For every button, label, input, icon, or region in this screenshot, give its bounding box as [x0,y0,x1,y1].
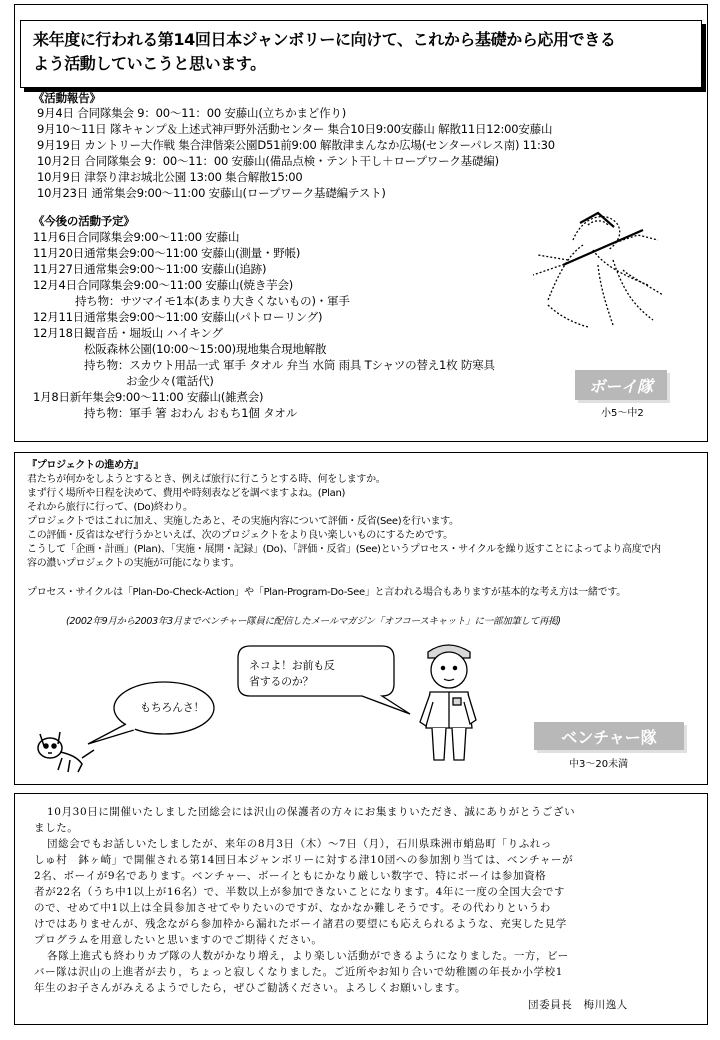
schedule-title: 《今後の活動予定》 [33,214,135,228]
report-item: 9月4日 合同隊集会 9：00～11：00 安藤山(立ちかまど作り) [37,106,346,120]
message-line: バー隊は沢山の上進者が去り，ちょっと寂しくなりました。ご近所やお知り合いで幼稚園の年長か小学校1 [34,966,563,978]
headline-box [20,20,702,88]
report-item: 9月19日 カントリー大作戦 集合津偕楽公園D51前9:00 解散津まんなか広場(センターパレス南) 11:30 [37,138,555,152]
headline-line-2: よう活動していこうと思います。 [33,54,266,73]
scout-rope-illustration [528,205,668,335]
message-line: けではありませんが、残念ながら参加枠から漏れたボーイ諸君の要望にも応えられるような、充実した見学 [34,918,567,930]
venture-badge-sub: 中3～20未満 [569,759,629,770]
schedule-item: 持ち物：サツマイモ1本(あまり大きくないもの)・軍手 [75,294,350,308]
schedule-item: 持ち物：軍手 箸 おわん おもち1個 タオル [84,406,298,420]
message-line: 2名、ボーイが9名であります。ベンチャー、ボーイともにかなり厳しい数字で、特にボーイは参加資格 [34,870,547,882]
report-item: 10月9日 津祭り津お城北公園 13:00 集合解散15:00 [37,170,303,184]
schedule-item: 12月11日通常集会9:00～11:00 安藤山(パトローリング) [33,310,323,324]
report-item: 9月10～11日 隊キャンプ＆上述式神戸野外活動センター 集合10日9:00安藤山 解散11日12:00安藤山 [37,122,553,136]
scout-character-illustration [408,630,488,765]
cat-illustration [34,728,98,778]
project-line: それから旅行に行って、(Do)終わり。 [27,502,193,513]
cat-speech-bubble [84,678,224,758]
project-line: プロセス・サイクルは「Plan-Do-Check-Action」や「Plan-Program-Do-See」と言われる場合もありますが基本的な考え方は一緒です。 [27,587,626,598]
project-line: プロジェクトではこれに加え、実施したあと、その実施内容について評価・反省(See)を行います。 [27,516,459,527]
scout-speech-text [249,658,335,690]
boy-badge-sub: 小5～中2 [601,408,644,419]
report-item: 10月2日 合同隊集会 9：00～11：00 安藤山(備品点検・テント干し＋ロープワーク基礎編) [37,154,499,168]
schedule-item: 持ち物：スカウト用品一式 軍手 タオル 弁当 水筒 雨具 Tシャツの替え1枚 防寒具 [84,358,495,372]
schedule-item: お金少々(電話代) [126,374,214,388]
message-line: しゅ村 鉢ヶ崎」で開催される第14回日本ジャンボリーに対する津10団への参加割り当ては、ベンチャーが [34,854,574,866]
project-note: (2002年9月から2003年3月までベンチャー隊員に配信したメールマガジン「オフコースキャット」に一部加筆して再掲) [66,616,561,627]
venture-badge: ベンチャー隊 [534,722,684,750]
schedule-item: 12月18日観音岳・堀坂山 ハイキング [33,326,223,340]
message-line: 者が22名（うち中1以上が16名）で、半数以上が参加できないことになります。4年に一度の全国大会です [34,886,566,898]
project-line: この評価・反省はなぜ行うかといえば、次のプロジェクトをより良い楽しいものにするためです。 [27,530,453,541]
schedule-item: 松阪森林公園(10:00～15:00)現地集合現地解散 [84,342,327,356]
signature: 団委員長 梅川逸人 [528,999,628,1011]
project-title: 『プロジェクトの進め方』 [27,460,144,471]
cat-speech-text: もちろんさ！ [140,701,205,714]
schedule-item: 1月8日新年集会9:00～11:00 安藤山(雑煮会) [33,390,264,404]
project-line: 容の濃いプロジェクトの実施が可能になります。 [27,558,240,569]
message-line: 各隊上進式も終わりカブ隊の人数がかなり増え，より楽しい活動ができるようになりました。一方，ビー [47,950,569,962]
scout-speech-line-2: 省するのか？ [249,675,314,688]
schedule-item: 11月6日合同隊集会9:00～11:00 安藤山 [33,230,240,244]
project-line: まず行く場所や日程を決めて、費用や時刻表などを調べますよね。(Plan) [27,488,346,499]
project-line: 君たちが何かをしようとするとき、例えば旅行に行こうとする時、何をしますか。 [27,474,386,485]
project-line: こうして「企画・計画」(Plan)、「実施・展開・記録」(Do)、「評価・反省」(See)というプロセス・サイクルを繰り返すことによってより高度で内 [27,544,661,555]
activity-report-title: 《活動報告》 [33,91,101,105]
message-line: 団総会でもお話しいたしましたが、来年の8月3日（木）～7日（月），石川県珠洲市蛸島町「りふれっ [47,838,552,850]
message-line: ので、せめて中1以上は全員参加させてやりたいのですが、なかなか難しそうです。その代わりというわ [34,902,551,914]
schedule-item: 11月20日通常集会9:00～11:00 安藤山(測量・野帳) [33,246,301,260]
report-item: 10月23日 通常集会9:00～11:00 安藤山(ロープワーク基礎編テスト) [37,186,386,200]
schedule-item: 11月27日通常集会9:00～11:00 安藤山(追跡) [33,262,267,276]
headline-line-1: 来年度に行われる第14回日本ジャンボリーに向けて、これから基礎から応用できる [33,30,616,49]
headline [33,28,691,76]
message-line: プログラムを用意したいと思いますのでご期待ください。 [34,934,323,946]
boy-badge: ボーイ隊 [575,370,667,400]
message-line: 10月30日に開催いたしました団総会には沢山の保護者の方々にお集まりいただき、誠にありがとうござい [47,806,576,818]
schedule-item: 12月4日合同隊集会9:00～11:00 安藤山(焼き芋会) [33,278,294,292]
message-line: 年生のお子さんがみえるようでしたら，ぜひご勧誘ください。よろしくお願いします。 [34,982,467,994]
message-line: ました。 [34,822,79,834]
scout-speech-line-1: ネコよ！お前も反 [249,659,335,672]
